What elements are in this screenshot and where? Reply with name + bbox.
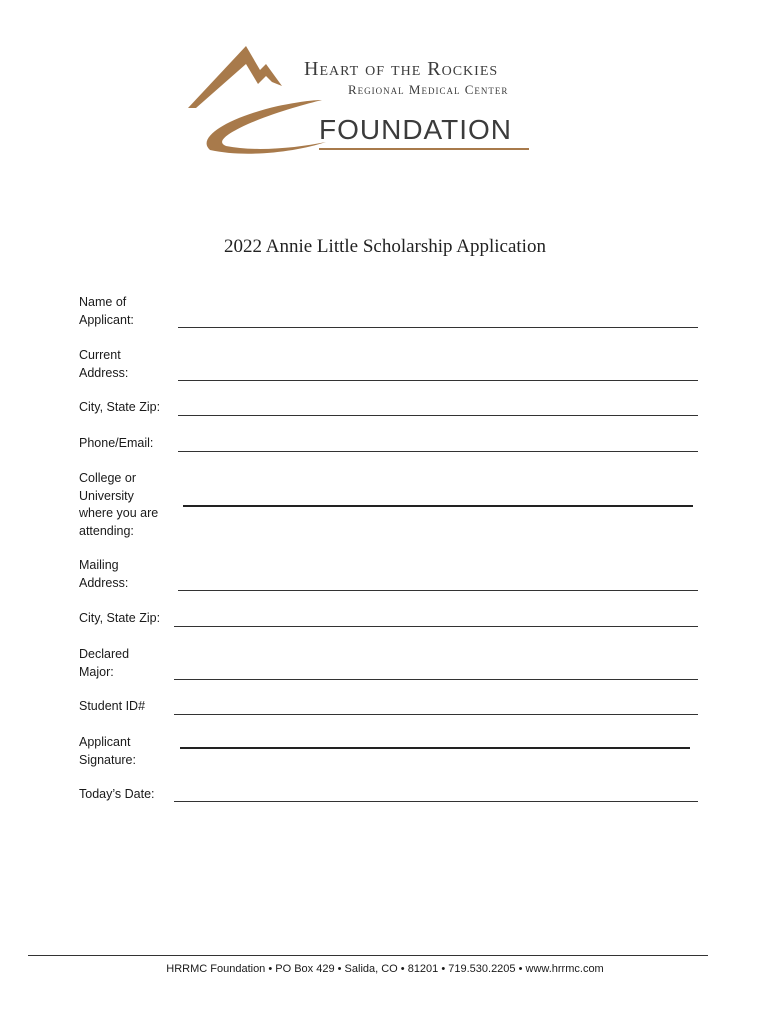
label-current-address: Current Address:: [79, 348, 129, 380]
logo-foundation: FOUNDATION: [319, 114, 513, 145]
college-university-field[interactable]: [183, 505, 693, 507]
applicant-signature-field[interactable]: [180, 747, 690, 749]
footer-contact: HRRMC Foundation • PO Box 429 • Salida, CO • 81201 • 719.530.2205 • www.hrrmc.com: [166, 963, 604, 975]
logo-title: Heart of the Rockies: [304, 58, 499, 80]
footer-rule-right: [608, 955, 708, 956]
logo-underline: [319, 148, 529, 150]
mailing-address-field[interactable]: [178, 590, 698, 591]
phone-email-field[interactable]: [178, 451, 698, 452]
label-mailing-city-state-zip: City, State Zip:: [79, 611, 161, 625]
form-title: 2022 Annie Little Scholarship Application: [224, 236, 546, 257]
label-college-university: College or University where you are attending:: [79, 471, 159, 538]
city-state-zip-field[interactable]: [178, 415, 698, 416]
label-city-state-zip: City, State Zip:: [79, 400, 161, 414]
foundation-logo: [186, 42, 536, 154]
student-id-field[interactable]: [174, 714, 698, 715]
declared-major-field[interactable]: [174, 679, 698, 680]
label-mailing-address: Mailing Address:: [79, 558, 129, 590]
name-of-applicant-field[interactable]: [178, 327, 698, 328]
label-declared-major: Declared Major:: [79, 647, 130, 679]
footer-rule-mid: [138, 955, 608, 956]
label-name-of-applicant: Name of Applicant:: [79, 295, 134, 327]
label-applicant-signature: Applicant Signature:: [79, 735, 136, 767]
label-todays-date: Today’s Date:: [79, 787, 155, 801]
current-address-field[interactable]: [178, 380, 698, 381]
logo-subtitle: Regional Medical Center: [348, 82, 509, 97]
label-phone-email: Phone/Email:: [79, 436, 154, 450]
footer-rule-left: [28, 955, 138, 956]
todays-date-field[interactable]: [174, 801, 698, 802]
mailing-city-state-zip-field[interactable]: [174, 626, 698, 627]
label-student-id: Student ID#: [79, 699, 146, 713]
